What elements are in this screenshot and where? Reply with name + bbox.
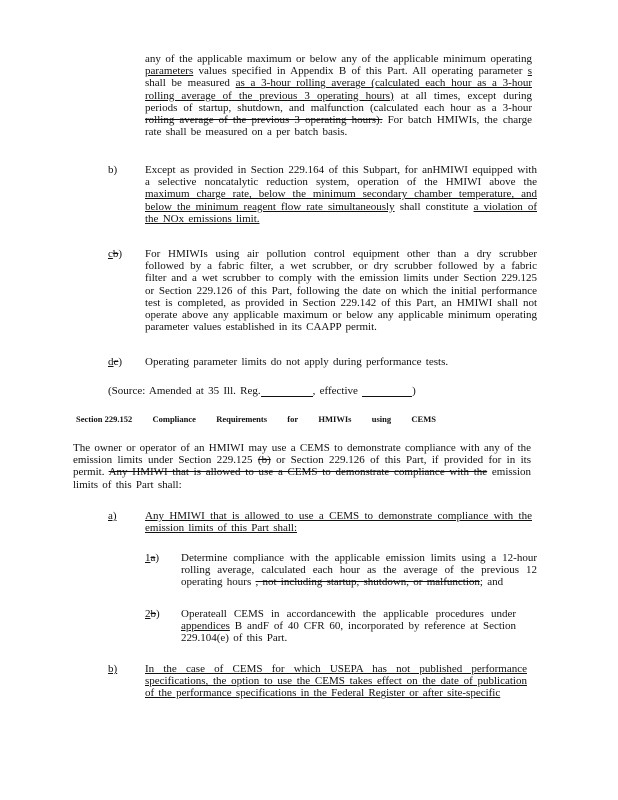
paragraph-d: Operating parameter limits do not apply during performance tests. — [145, 356, 449, 368]
item-label-1 — [145, 552, 159, 564]
heading-word: CEMS — [411, 414, 436, 424]
inserted-label: d — [108, 356, 114, 368]
deleted-text: (b) — [257, 454, 271, 467]
deleted-text: Any HMIWI that is allowed to use a CEMS to demonstrate compliance with the — [108, 466, 488, 479]
paragraph-b — [145, 164, 537, 225]
inserted-text: appendices — [181, 620, 230, 633]
text: at all times, except during periods of startup, shutdown, and malfunction (calculated each hour as a 3-hour — [145, 89, 533, 114]
inserted-label: c — [108, 248, 113, 260]
text: Determine compliance with the applicable emission limits using a 12-hour rolling average, calculated each hour as the average of the previous 12 operating hours — [181, 552, 537, 589]
text: ) — [412, 385, 416, 397]
heading-word: HMIWIs — [318, 414, 352, 424]
text: ; and — [479, 576, 504, 589]
heading-word: Requirements — [216, 414, 268, 424]
inserted-text: maximum charge rate, below the minimum secondary chamber temperature, and below the minimum reagent flow rate simultaneously — [145, 188, 537, 213]
deleted-label: b — [150, 608, 156, 620]
blank-line — [362, 386, 412, 397]
inserted-text: as a 3-hour rolling average (calculated each hour as a 3-hour rolling average of the previous 3 operating hours) — [145, 77, 532, 102]
paragraph-a: Any HMIWI that is allowed to use a CEMS to demonstrate compliance with the emission limits of this Part shall: — [145, 510, 532, 535]
heading-word: for — [287, 414, 299, 424]
inserted-text: parameters — [145, 65, 194, 78]
source-note — [108, 385, 528, 397]
text: For batch HMIWIs, the charge rate shall be measured on a per batch basis. — [145, 114, 533, 139]
text: Operateall CEMS in accordancewith the applicable procedures under — [181, 608, 516, 620]
item-label-d — [108, 356, 122, 368]
item-label-b-cems: b) — [108, 663, 118, 675]
text: The owner or operator of an HMIWI may use a CEMS to demonstrate compliance with any of the emission limits under Section 229.125 — [73, 442, 531, 467]
paragraph-b-cems: In the case of CEMS for which USEPA has not published performance specifications, the option to use the CEMS takes effect on the date of publication of the performance specifications in the Federal Register or after site-specific — [145, 663, 527, 700]
deleted-text: , not including startup, shutdown, or malfunction — [255, 576, 480, 589]
inserted-text: s — [527, 65, 532, 78]
text: emission limits of this Part shall: — [73, 466, 531, 491]
deleted-label: c — [113, 356, 119, 368]
item-label-2 — [145, 608, 160, 620]
item-label-a: a) — [108, 510, 117, 522]
text: Except as provided in Section 229.164 of this Subpart, for anHMIWI equipped with a selective noncatalytic reduction system, operation of the HMIWI above the — [145, 164, 537, 189]
item-label-c — [108, 248, 122, 260]
label-paren: ) — [155, 552, 160, 564]
deleted-label: b — [112, 248, 119, 260]
text: or Section 229.126 of this Part, if provided for in its permit. — [73, 454, 532, 479]
text: (Source: Amended at 35 Ill. Reg. — [108, 385, 261, 397]
deleted-label: a — [150, 552, 156, 564]
label-paren: ) — [118, 248, 123, 260]
section-heading — [76, 413, 436, 425]
item-label-b: b) — [108, 164, 118, 176]
heading-word: using — [371, 414, 392, 424]
text: shall be measured — [145, 77, 236, 90]
text: , effective — [312, 385, 358, 397]
blank-line — [261, 386, 313, 397]
label-paren: ) — [156, 608, 160, 620]
paragraph-c: For HMIWIs using air pollution control equipment other than a dry scrubber followed by a fabric filter, a wet scrubber, or dry scrubber followed by a fabric filter and a wet scrubber to comply with the emission limits under Section 229.125 or Section 229.126 of this Part, following the date on which the initial performance test is completed, as provided in Section 229.142 of this Part, an HMIWI shall not operate above any applicable maximum or below any applicable minimum operating parameter values established in its CAAPP permit. — [145, 248, 537, 334]
paragraph-continuation — [145, 53, 532, 138]
heading-word: Compliance — [152, 414, 196, 424]
section-intro — [73, 442, 531, 491]
deleted-text: rolling average of the previous 3 operating hours). — [145, 114, 383, 127]
paragraph-2 — [181, 608, 516, 645]
inserted-label: 2 — [145, 608, 151, 620]
paragraph-1 — [181, 552, 537, 589]
text: shall constitute — [394, 200, 474, 213]
label-paren: ) — [118, 356, 123, 368]
inserted-text: a violation of the NOx emissions limit. — [145, 200, 537, 225]
inserted-label: 1 — [145, 552, 151, 564]
text: values specified in Appendix B of this Part. All operating parameter — [193, 65, 528, 78]
text: B andF of 40 CFR 60, incorporated by reference at Section 229.104(e) of this Part. — [181, 620, 516, 645]
text: any of the applicable maximum or below any of the applicable minimum operating — [145, 53, 532, 65]
section-number: Section 229.152 — [76, 414, 133, 424]
